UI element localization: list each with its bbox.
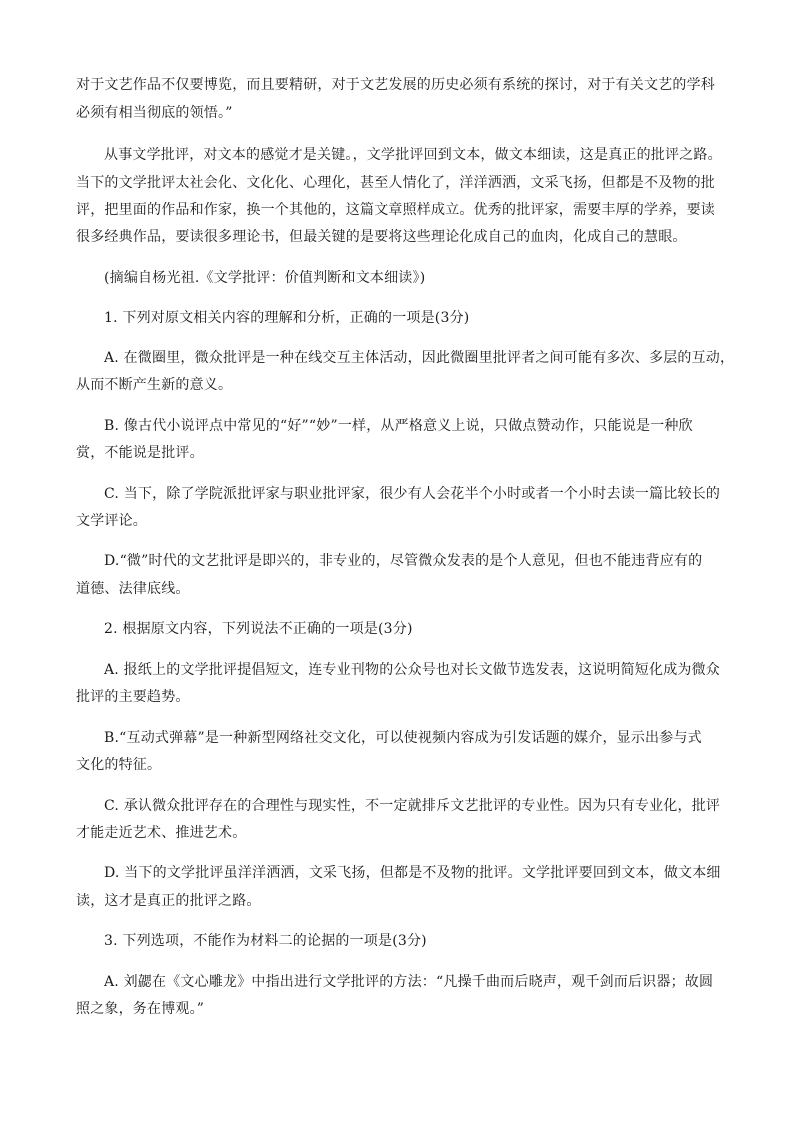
option-1c: C. 当下，除了学院派批评家与职业批评家，很少有人会花半个小时或者一个小时去读一篇比较长的 <box>104 486 721 502</box>
text-line: 从事文学批评，对文本的感觉才是关键。，文学批评回到文本，做文本细读，这是真正的批评之路。 <box>104 147 722 163</box>
question-2: 2. 根据原文内容，下列说法不正确的一项是(3分) <box>104 621 413 637</box>
text-line: 从而不断产生新的意义。 <box>76 377 233 393</box>
text-line: 才能走近艺术、推进艺术。 <box>76 825 247 841</box>
text-line: 很多经典作品，要读很多理论书，但最关键的是要将这些理论化成自己的血肉，化成自己的慧眼。 <box>76 229 687 245</box>
text-line: 当下的文学批评太社会化、文化化、心理化，甚至人情化了，洋洋洒洒，文采飞扬，但都是不及物的批 <box>76 175 715 191</box>
text-line: 批评的主要趋势。 <box>76 689 190 705</box>
text-line: 必须有相当彻底的领悟。” <box>76 105 233 121</box>
question-1: 1. 下列对原文相关内容的理解和分析，正确的一项是(3分) <box>104 310 470 326</box>
option-2c: C. 承认微众批评存在的合理性与现实性，不一定就排斥文艺批评的专业性。因为只有专业化，批评 <box>104 798 721 814</box>
text-line: 文化的特征。 <box>76 757 162 773</box>
option-1b: B. 像古代小说评点中常见的“好”“妙”一样，从严格意义上说，只做点赞动作，只能说是一种欣 <box>104 418 693 434</box>
option-2b: B.“互动式弹幕”是一种新型网络社交文化，可以使视频内容成为引发话题的媒介，显示出参与式 <box>104 730 702 746</box>
option-2d: D. 当下的文学批评虽洋洋洒洒，文采飞扬，但都是不及物的批评。文学批评要回到文本，做文本细 <box>104 865 721 881</box>
option-1d: D.“微”时代的文艺批评是即兴的，非专业的，尽管微众发表的是个人意见，但也不能违背应有的 <box>104 553 703 569</box>
option-1a: A. 在微圈里，微众批评是一种在线交互主体活动，因此微圈里批评者之间可能有多次、多层的互动， <box>104 350 735 366</box>
question-3: 3. 下列选项，不能作为材料二的论据的一项是(3分) <box>104 933 427 949</box>
option-3a: A. 刘勰在《文心雕龙》中指出进行文学批评的方法：“凡操千曲而后晓声，观千剑而后识器；故圆 <box>104 974 714 990</box>
text-line: 对于文艺作品不仅要博览，而且要精研，对于文艺发展的历史必须有系统的探讨，对于有关文艺的学科 <box>76 77 715 93</box>
source-citation: (摘编自杨光祖.《文学批评：价值判断和文本细读》) <box>104 270 426 286</box>
text-line: 文学评论。 <box>76 513 147 529</box>
text-line: 照之象，务在博观。” <box>76 1001 205 1017</box>
text-line: 赏，不能说是批评。 <box>76 445 204 461</box>
option-2a: A. 报纸上的文学批评提倡短文，连专业刊物的公众号也对长文做节选发表，这说明简短化成为微众 <box>104 662 721 678</box>
text-line: 道德、法律底线。 <box>76 581 190 597</box>
text-line: 读，这才是真正的批评之路。 <box>76 893 261 909</box>
text-line: 评，把里面的作品和作家，换一个其他的，这篇文章照样成立。优秀的批评家，需要丰厚的学养，要读 <box>76 202 715 218</box>
